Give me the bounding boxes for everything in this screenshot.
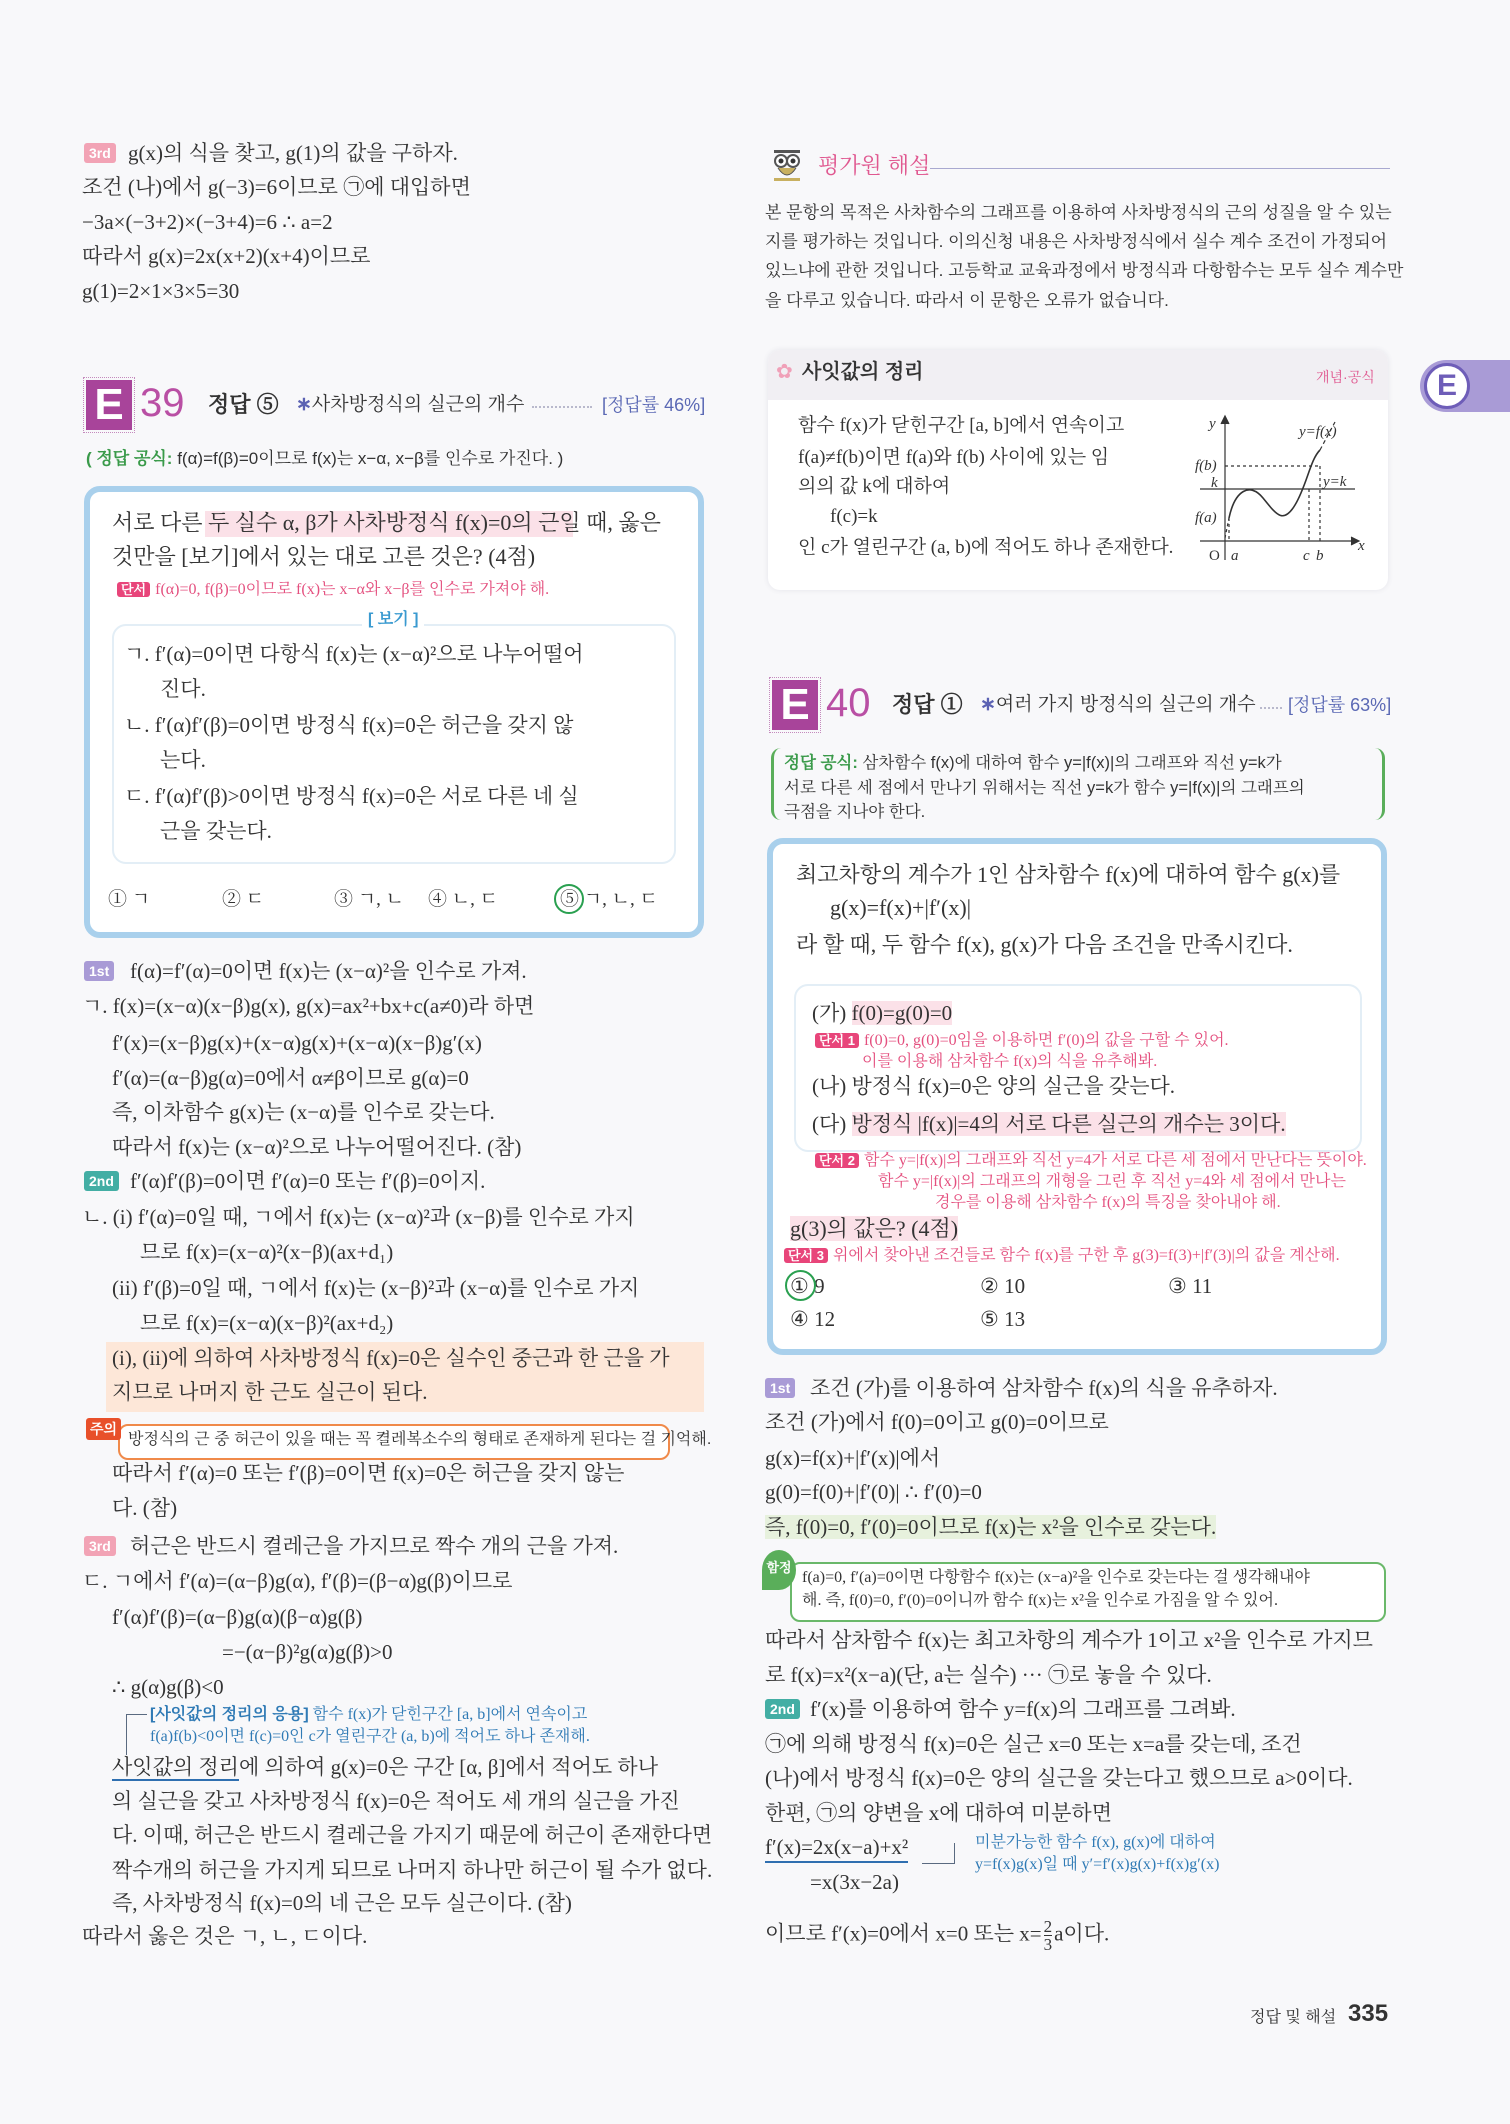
dotted-leader [1260,707,1282,709]
text-line: f′(x)=2x(x−a)+x² [765,1833,908,1863]
bogi-label: [ 보기 ] [362,609,424,631]
text-line: 므로 f(x)=(x−α)(x−β)²(ax+d₂) [140,1311,394,1335]
formula-text: f(α)=f(β)=0이므로 f(x)는 x−α, x−β를 인수로 가진다. ) [177,449,564,468]
note-line: [사잇값의 정리의 응용] 함수 f(x)가 닫힌구간 [a, b]에서 연속이고 [150,1706,588,1723]
choice-5[interactable]: ⑤ ㄱ, ㄴ, ㄷ [560,889,658,910]
choice-4[interactable]: ④ ㄴ, ㄷ [428,889,498,910]
review-line: 본 문항의 목적은 사차함수의 그래프를 이용하여 사차방정식의 근의 성질을 알 수 있는 [765,203,1392,222]
step-title: 허근은 반드시 켤레근을 가지므로 짝수 개의 근을 가져. [130,1534,619,1558]
note-connector [922,1843,955,1864]
selected-answer-circle [785,1270,816,1301]
bogi-item: 는다. [160,748,206,772]
text-line: ㄴ. (i) f′(α)=0일 때, ㄱ에서 f(x)는 (x−α)²과 (x−β)를 인수로 가지 [82,1205,635,1229]
hint-line: 경우를 이용해 삼차함수 f(x)의 특징을 찾아내야 해. [935,1194,1281,1211]
step-title: f(α)=f′(α)=0이면 f(x)는 (x−α)²을 인수로 가져. [130,959,527,983]
hint-line: 단서 3 위에서 찾아낸 조건들로 함수 f(x)를 구한 후 g(3)=f(3)+|f′(3)|의 값을 계산해. [784,1245,1340,1267]
trap-badge: 함정 [762,1550,796,1590]
hint-badge: 단서 2 [815,1153,859,1168]
hint-badge: 단서 3 [784,1248,828,1263]
caution-badge: 주의 [86,1418,121,1440]
step-badge: 3rd [84,143,116,163]
text-line: −3a×(−3+2)×(−3+4)=6 ∴ a=2 [82,210,333,234]
choice-2[interactable]: ② 10 [980,1274,1026,1298]
text-line: 이므로 f′(x)=0에서 x=0 또는 x= $\frac{2}{3}$ a이다. [765,1917,1110,1954]
text-line: f′(x)=(x−β)g(x)+(x−α)g(x)+(x−α)(x−β)g′(x) [112,1031,482,1055]
text-line: ㄷ. ㄱ에서 f′(α)=(α−β)g(α), f′(β)=(β−α)g(β)이므로 [82,1569,513,1593]
text-line: ㄱ. f(x)=(x−α)(x−β)g(x), g(x)=ax²+bx+c(a≠0)라 하면 [82,994,535,1018]
text-line: (i), (ii)에 의하여 사차방정식 f(x)=0은 실수인 중근과 한 근을 가 [112,1346,670,1370]
step-badge: 2nd [84,1171,119,1191]
bogi-item: ㄷ. f′(α)f′(β)>0이면 방정식 f(x)=0은 서로 다른 네 실 [124,784,579,808]
text-line: ∴ g(α)g(β)<0 [112,1675,224,1699]
text-line: 로 f(x)=x²(x−a)(단, a는 실수) ··· ㉠로 놓을 수 있다. [765,1663,1212,1687]
concept-line: 함수 f(x)가 닫힌구간 [a, b]에서 연속이고 [798,415,1125,436]
choice-4[interactable]: ④ 12 [790,1307,836,1331]
concept-line: f(a)≠f(b)이면 f(a)와 f(b) 사이에 있는 임 [798,447,1110,468]
hint-line: 단서 f(α)=0, f(β)=0이므로 f(x)는 x−α와 x−β를 인수로 가져야 해. [117,579,549,601]
choice-2[interactable]: ② ㄷ [222,889,265,910]
review-line: 있느냐에 관한 것입니다. 고등학교 교육과정에서 방정식과 다항함수는 모두 실수 계수만 [765,261,1404,280]
text-line: 다. 이때, 허근은 반드시 켤레근을 가지기 때문에 허근이 존재한다면 [112,1823,713,1847]
text-line: 조건 (가)에서 f(0)=0이고 g(0)=0이므로 [765,1410,1109,1434]
bogi-item: ㄱ. f′(α)=0이면 다항식 f(x)는 (x−α)²으로 나누어떨어 [124,642,584,666]
formula-line: 극점을 지나야 한다. [784,803,926,821]
text-line: g(0)=f(0)+|f′(0)| ∴ f′(0)=0 [765,1480,982,1504]
text-line: 따라서 f′(α)=0 또는 f′(β)=0이면 f(x)=0은 허근을 갖지 않는 [112,1461,625,1485]
c-label: c [1303,548,1310,564]
step-title: f′(α)f′(β)=0이면 f′(α)=0 또는 f′(β)=0이지. [130,1169,486,1193]
trap-line: 해. 즉, f(0)=0, f′(0)=0이니까 함수 f(x)는 x²을 인수로 가짐을 알 수 있어. [802,1592,1278,1609]
problem-number: 39 [140,381,185,425]
review-line: 지를 평가하는 것입니다. 이의신청 내용은 사차방정식에서 실수 계수 조건이 가정되어 [765,232,1388,251]
origin-label: O [1209,548,1220,564]
text-line: f′(α)f′(β)=(α−β)g(α)(β−α)g(β) [112,1605,363,1629]
question-text: g(3)의 값은? (4점) [790,1216,959,1241]
topic-text: 여러 가지 방정식의 실근의 개수 [995,694,1256,715]
bogi-item: ㄴ. f′(α)f′(β)=0이면 방정식 f(x)=0은 허근을 갖지 않 [124,713,574,737]
topic: ∗사차방정식의 실근의 개수 [296,394,525,415]
choice-1[interactable]: ① 9 [790,1274,825,1298]
chapter-tab-letter: E [1424,363,1470,409]
step-title: 조건 (가)를 이용하여 삼차함수 f(x)의 식을 유추하자. [810,1376,1278,1400]
hint-line: 단서 1 f(0)=0, g(0)=0임을 이용하면 f′(0)의 값을 구할 수 있어. [815,1030,1229,1052]
concept-line: 인 c가 열린구간 (a, b)에 적어도 하나 존재한다. [798,537,1174,558]
concept-title: 사잇값의 정리 [802,361,924,383]
hint-line: 단서 2 함수 y=|f(x)|의 그래프와 직선 y=4가 서로 다른 세 점에서 만난다는 뜻이야. [815,1150,1367,1172]
page-number: 335 [1348,2000,1389,2027]
text-line: 즉, 이차함수 g(x)는 (x−α)를 인수로 갖는다. [112,1100,495,1124]
answer-label: 정답 ⑤ [208,392,279,417]
note-arrow [126,1714,147,1755]
step-title: f′(x)를 이용하여 함수 y=f(x)의 그래프를 그려봐. [810,1697,1236,1721]
bogi-item: 근을 갖는다. [160,819,272,843]
answer-formula [86,448,563,470]
text-line: (나)에서 방정식 f(x)=0은 양의 실근을 갖는다고 했으므로 a>0이다. [765,1766,1353,1790]
concept-line: 의의 값 k에 대하여 [798,476,951,497]
curve-label: y=f(x) [1299,424,1337,440]
axis-label-x: x [1358,538,1365,554]
problem-number: 40 [826,681,871,725]
owl-icon [770,148,804,182]
text-line: 다. (참) [112,1496,178,1520]
dotted-leader [532,406,592,408]
choice-5[interactable]: ⑤ 13 [980,1307,1026,1331]
hint-badge: 단서 1 [815,1033,859,1048]
section-letter-badge: E [86,380,132,430]
text-line: 지므로 나머지 한 근도 실근이 된다. [112,1380,428,1404]
bogi-item: 진다. [160,677,206,701]
ivt-graph [1195,410,1370,570]
text-line: 즉, 사차방정식 f(x)=0의 네 근은 모두 실근이다. (참) [112,1891,572,1915]
note-line: f(a)f(b)<0이면 f(c)=0인 c가 열린구간 (a, b)에 적어도 하나 존재해. [150,1728,590,1745]
text-line: 조건 (나)에서 g(−3)=6이므로 ㉠에 대입하면 [82,175,471,199]
concept-tag: 개념·공식 [1316,369,1375,385]
condition-b: (나) 방정식 f(x)=0은 양의 실근을 갖는다. [812,1074,1176,1098]
fb-label: f(b) [1195,458,1217,474]
note-line: 미분가능한 함수 f(x), g(x)에 대하여 [975,1834,1216,1851]
text-line: 따라서 옳은 것은 ㄱ, ㄴ, ㄷ이다. [82,1924,368,1948]
caution-text: 방정식의 근 중 허근이 있을 때는 꼭 켤레복소수의 형태로 존재하게 된다는 걸 기억해. [128,1431,712,1448]
formula-label: ( 정답 공식: [86,449,173,468]
fa-label: f(a) [1195,510,1217,526]
text-line: 즉, f(0)=0, f′(0)=0이므로 f(x)는 x²을 인수로 갖는다. [765,1515,1217,1539]
divider [930,168,1390,169]
fraction: $\frac{2}{3}$ [1043,1917,1053,1954]
hint-badge: 단서 [117,582,150,597]
text-line: 따라서 g(x)=2x(x+2)(x+4)이므로 [82,244,371,268]
text-line: f′(α)=(α−β)g(α)=0에서 α≠β이므로 g(α)=0 [112,1066,469,1090]
choice-3[interactable]: ③ 11 [1168,1274,1213,1298]
text-line: 따라서 f(x)는 (x−α)²으로 나누어떨어진다. (참) [112,1135,522,1159]
text-line: 므로 f(x)=(x−α)²(x−β)(ax+d₁) [140,1240,394,1264]
correct-rate: [정답률 46%] [602,395,706,415]
note-line: y=f(x)g(x)일 때 y′=f′(x)g(x)+f(x)g′(x) [975,1856,1220,1873]
text-line: =−(α−β)²g(α)g(β)>0 [222,1640,393,1664]
step-badge: 1st [84,961,114,981]
curve [1229,450,1320,518]
selected-answer-circle [554,884,584,914]
text-line: g(x)=f(x)+|f′(x)|에서 [765,1446,941,1470]
topic-text: 사차방정식의 실근의 개수 [311,394,525,415]
text-line: 의 실근을 갖고 사차방정식 f(x)=0은 적어도 세 개의 실근을 가진 [112,1789,680,1813]
underlined-term: 사잇값의 정리 [112,1755,239,1779]
chapter-tab[interactable] [1420,360,1510,412]
flower-icon: ✿ [776,361,793,383]
problem-text: 것만을 [보기]에서 있는 대로 고른 것은? (4점) [112,544,536,569]
condition-a: (가) f(0)=g(0)=0 [812,1001,953,1025]
text-line: =x(3x−2a) [810,1870,899,1894]
formula-line: 정답 공식: 삼차함수 f(x)에 대하여 함수 y=|f(x)|의 그래프와 직선 y=k가 [784,754,1282,772]
axis-label-y: y [1209,416,1216,432]
footer-label: 정답 및 해설 [1250,2009,1337,2026]
hint-line: 이를 이용해 삼차함수 f(x)의 식을 유추해봐. [862,1053,1158,1070]
trap-line: f(a)=0, f′(a)=0이면 다항함수 f(x)는 (x−a)²을 인수로 갖는다는 걸 생각해내야 [802,1569,1310,1586]
y-axis-arrow [1221,416,1229,424]
text-line: 한편, ㉠의 양변을 x에 대하여 미분하면 [765,1801,1113,1825]
line-label: y=k [1323,474,1347,490]
text-line: 사잇값의 정리에 의하여 g(x)=0은 구간 [α, β]에서 적어도 하나 [112,1755,658,1779]
correct-rate: [정답률 63%] [1288,695,1392,715]
condition-c: (다) 방정식 |f(x)|=4의 서로 다른 실근의 개수는 3이다. [812,1112,1286,1136]
review-title: 평가원 해설 [818,153,931,178]
b-label: b [1316,548,1324,564]
text-line: g(1)=2×1×3×5=30 [82,279,240,303]
problem-text: 서로 다른 두 실수 α, β가 사차방정식 f(x)=0의 근일 때, 옳은 [112,510,661,535]
problem-text: 라 할 때, 두 함수 f(x), g(x)가 다음 조건을 만족시킨다. [796,932,1293,957]
k-label: k [1211,475,1218,491]
step-badge: 3rd [84,1536,116,1556]
hint-line: 함수 y=|f(x)|의 그래프의 개형을 그린 후 직선 y=4와 세 점에서 만나는 [878,1173,1346,1190]
text-line: 짝수개의 허근을 가지게 되므로 나머지 하나만 허근이 될 수가 없다. [112,1858,713,1882]
choice-1[interactable]: ① ㄱ [108,889,151,910]
choice-3[interactable]: ③ ㄱ, ㄴ [334,889,404,910]
concept-line: f(c)=k [830,506,878,527]
formula-line: 서로 다른 세 점에서 만나기 위해서는 직선 y=k가 함수 y=|f(x)|의 그래프의 [784,779,1305,797]
problem-text: g(x)=f(x)+|f′(x)| [830,895,972,920]
step-title: g(x)의 식을 찾고, g(1)의 값을 구하자. [128,141,458,165]
section-letter-badge: E [772,680,818,730]
answer-label: 정답 ① [892,692,963,717]
text-line: 따라서 삼차함수 f(x)는 최고차항의 계수가 1이고 x²을 인수로 가지므 [765,1628,1373,1652]
text-line: ㉠에 의해 방정식 f(x)=0은 실근 x=0 또는 x=a를 갖는데, 조건 [765,1732,1302,1756]
problem-text: 최고차항의 계수가 1인 삼차함수 f(x)에 대하여 함수 g(x)를 [796,862,1341,887]
topic: ∗여러 가지 방정식의 실근의 개수 [980,694,1256,715]
review-line: 을 다루고 있습니다. 따라서 이 문항은 오류가 없습니다. [765,291,1169,310]
a-label: a [1231,548,1239,564]
text-line: (ii) f′(β)=0일 때, ㄱ에서 f(x)는 (x−β)²과 (x−α)를 인수로 가지 [112,1276,640,1300]
step-badge: 2nd [765,1699,800,1719]
step-badge: 1st [765,1378,795,1398]
